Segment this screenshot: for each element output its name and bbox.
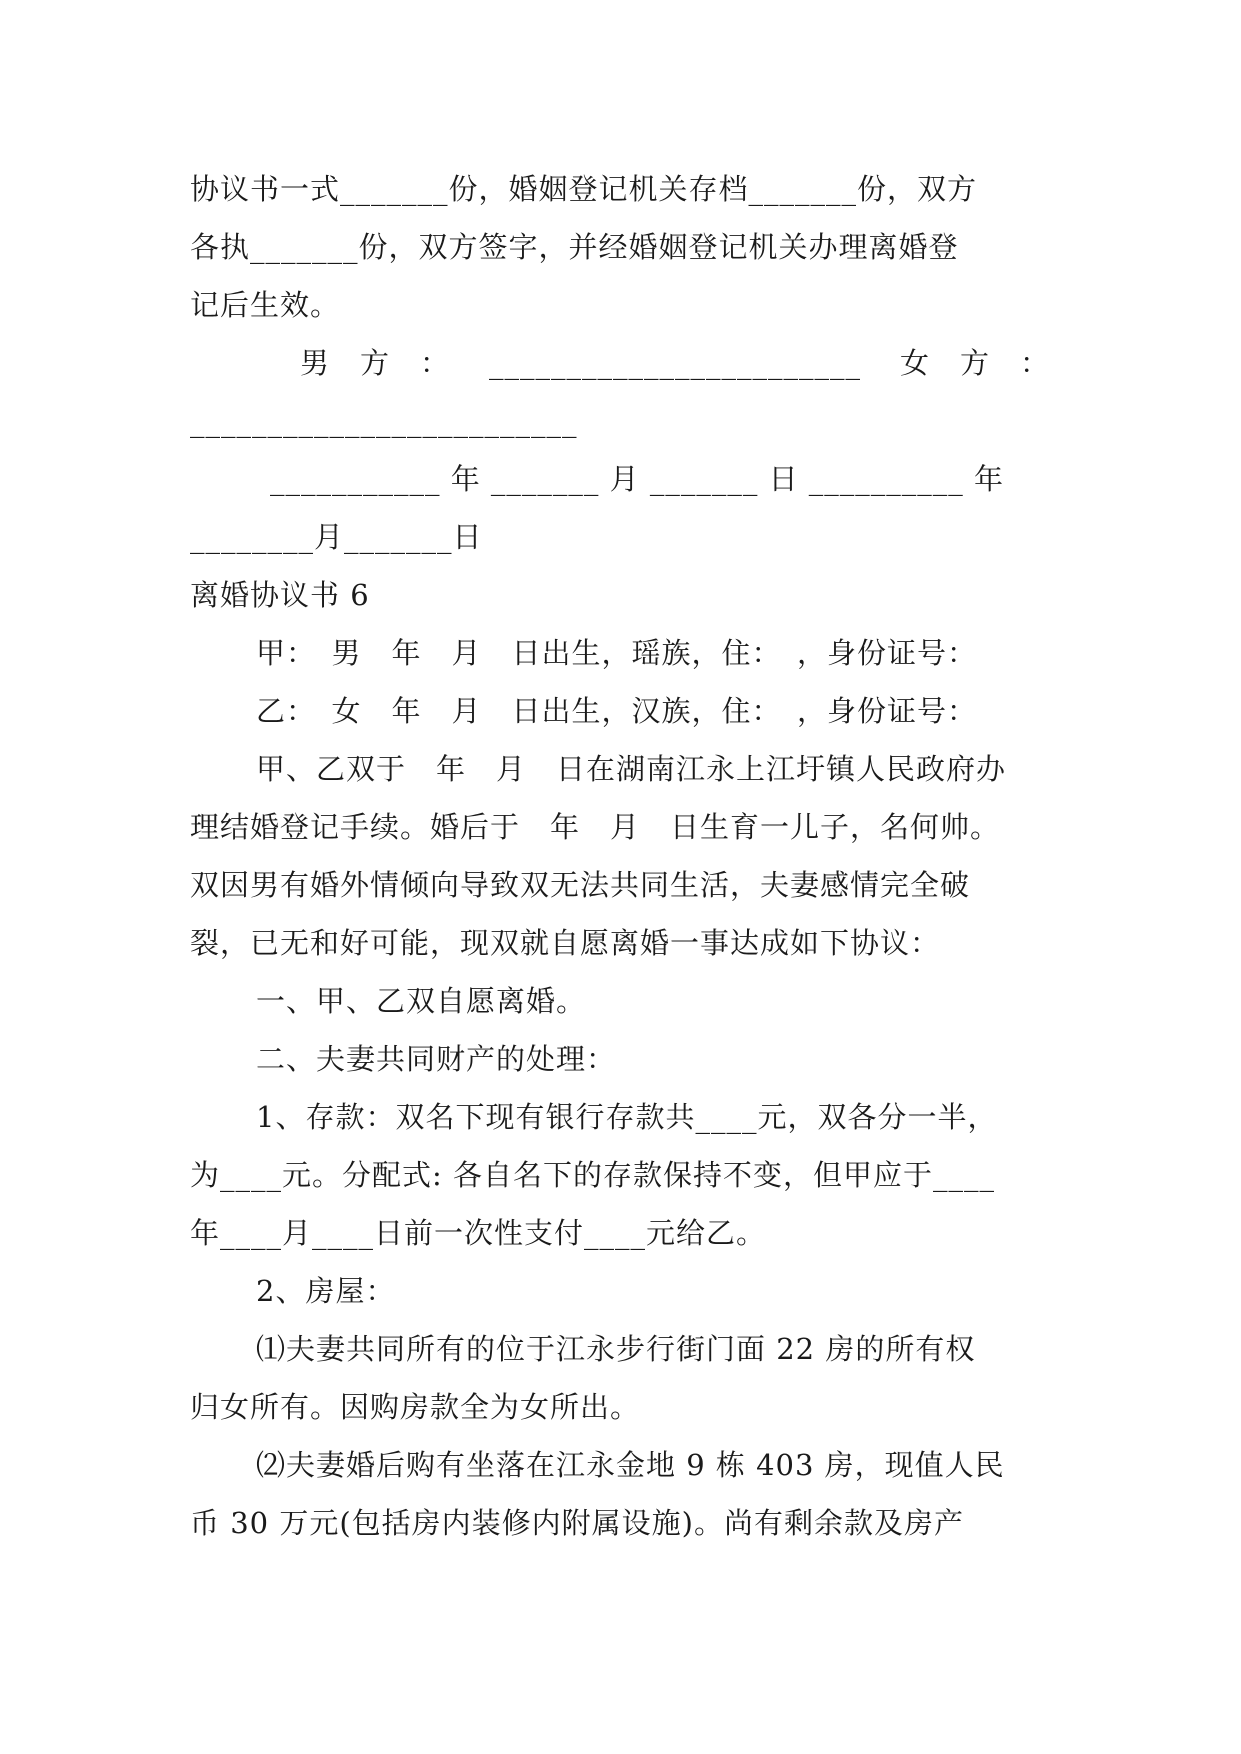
marriage-paragraph-line-1: 甲、乙双于 年 月 日在湖南江永上江圩镇人民政府办 [256, 752, 1007, 786]
deposit-line-1: 1、存款：双名下现有银行存款共____元，双各分一半， [256, 1100, 998, 1134]
marriage-paragraph-line-4: 裂，已无和好可能，现双就自愿离婚一事达成如下协议： [190, 926, 941, 960]
deposit-line-2: 为____元。分配式: 各自名下的存款保持不变，但甲应于____ [190, 1158, 995, 1192]
house-heading: 2、房屋： [256, 1274, 396, 1308]
female-signature-label: 女 方 ： [899, 346, 1050, 380]
party-b-line: 乙： 女 年 月 日出生，汉族，住： ，身份证号： [256, 694, 978, 728]
item-2: 二、夫妻共同财产的处理： [256, 1042, 617, 1076]
deposit-line-3: 年____月____日前一次性支付____元给乙。 [190, 1216, 767, 1250]
male-signature-label: 男 方 ： [300, 346, 451, 380]
house-1-line-1: ⑴夫妻共同所有的位于江永步行街门面 22 房的所有权 [256, 1332, 976, 1366]
house-1-line-2: 归女所有。因购房款全为女所出。 [190, 1390, 641, 1424]
signature-row [190, 334, 1050, 392]
date-line-2: ________月_______日 [190, 520, 483, 554]
marriage-paragraph-line-3: 双因男有婚外情倾向导致双无法共同生活，夫妻感情完全破 [190, 868, 971, 902]
clause-copies-line-3: 记后生效。 [190, 288, 341, 322]
female-signature-blank: _________________________ [190, 404, 578, 438]
house-2-line-1: ⑵夫妻婚后购有坐落在江永金地 9 栋 403 房，现值人民 [256, 1448, 1005, 1482]
male-signature-blank: ________________________ [489, 346, 861, 380]
item-1: 一、甲、乙双自愿离婚。 [256, 984, 587, 1018]
date-line-1: ___________ 年 _______ 月 _______ 日 __________ 年 [270, 462, 1005, 496]
document-page [190, 160, 1050, 1552]
house-2-line-2: 币 30 万元(包括房内装修内附属设施)。尚有剩余款及房产 [190, 1506, 964, 1540]
party-a-line: 甲： 男 年 月 日出生，瑶族，住： ，身份证号： [256, 636, 978, 670]
clause-copies-line-2: 各执_______份，双方签字，并经婚姻登记机关办理离婚登 [190, 230, 959, 264]
agreement-title: 离婚协议书 6 [190, 578, 370, 612]
marriage-paragraph-line-2: 理结婚登记手续。婚后于 年 月 日生育一儿子，名何帅。 [190, 810, 1001, 844]
clause-copies-line-1: 协议书一式_______份，婚姻登记机关存档_______份，双方 [190, 172, 978, 206]
